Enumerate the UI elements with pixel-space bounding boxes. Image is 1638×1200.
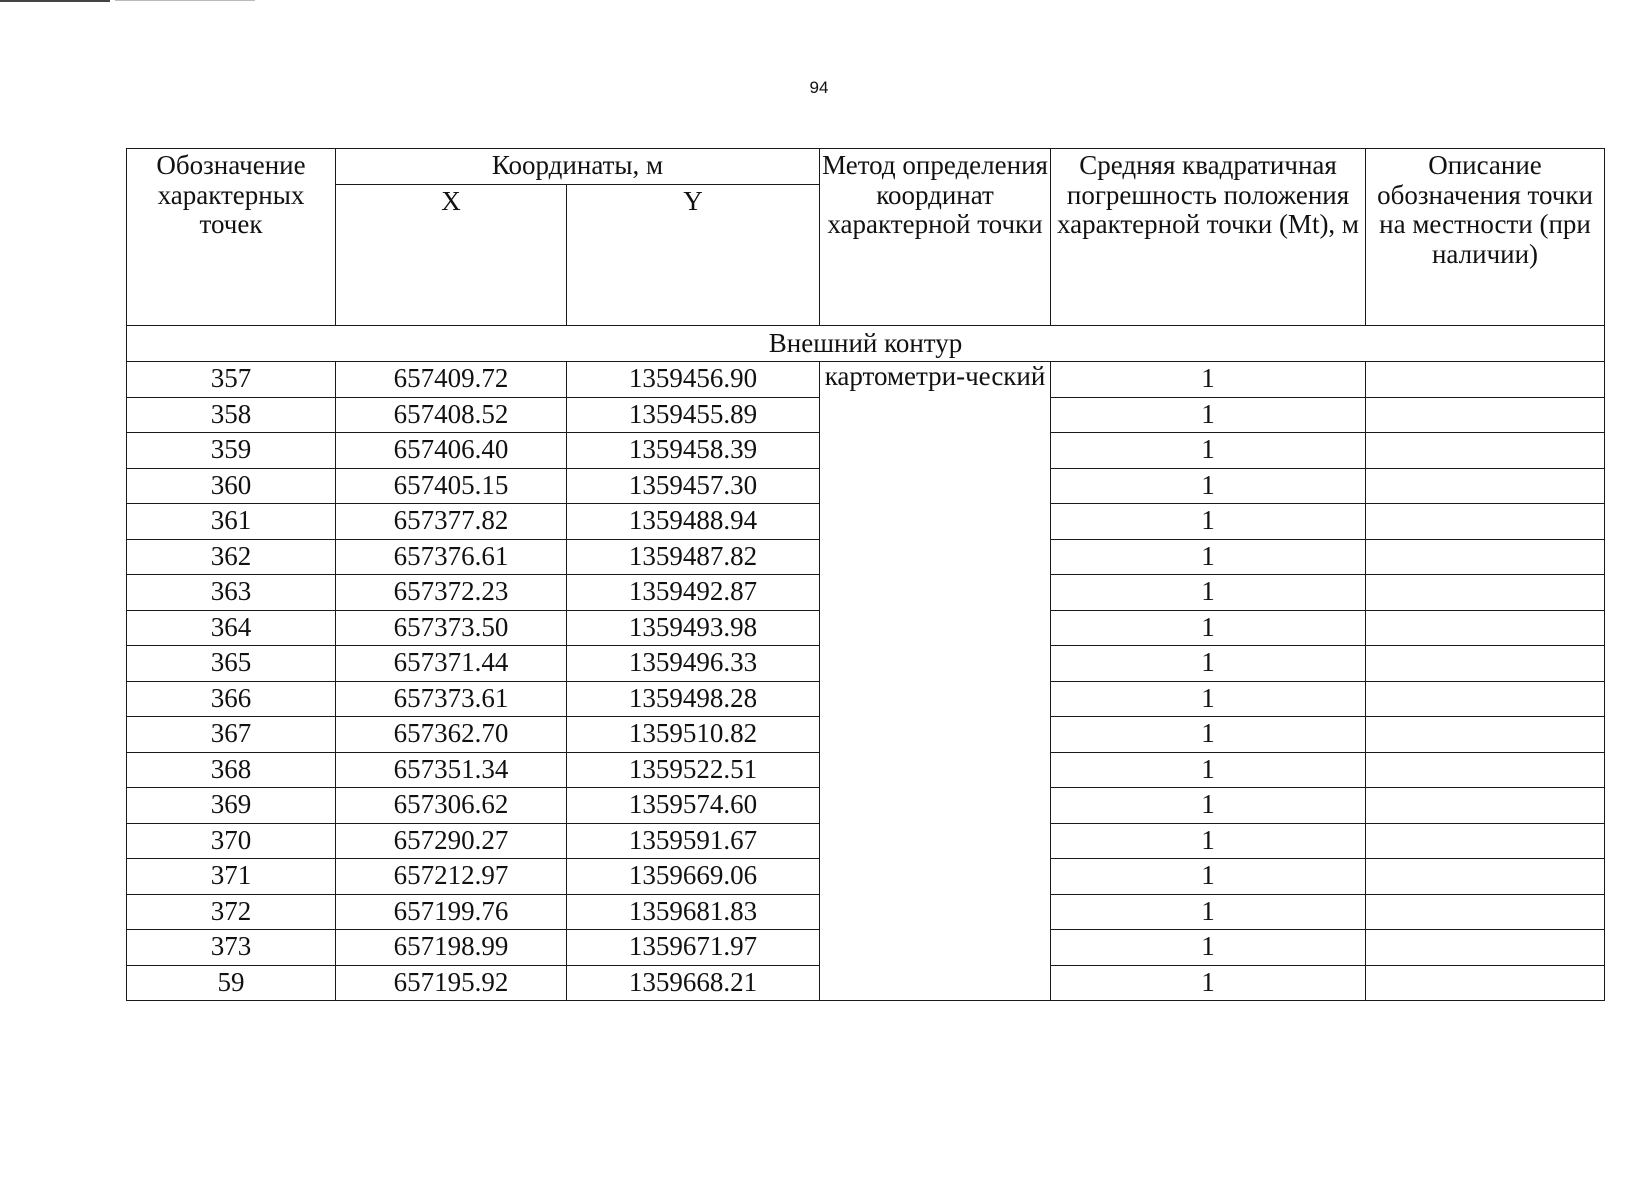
cell-x: 657372.23 — [336, 575, 567, 611]
cell-description — [1366, 930, 1605, 966]
cell-error: 1 — [1051, 681, 1366, 717]
cell-point: 357 — [127, 362, 336, 398]
cell-y: 1359510.82 — [567, 717, 820, 753]
cell-point: 370 — [127, 823, 336, 859]
scan-artifact — [0, 0, 110, 2]
cell-point: 364 — [127, 610, 336, 646]
cell-description — [1366, 965, 1605, 1001]
cell-description — [1366, 575, 1605, 611]
cell-point: 59 — [127, 965, 336, 1001]
header-method: Метод определения координат характерной точки — [820, 149, 1051, 326]
cell-error: 1 — [1051, 646, 1366, 682]
coordinates-table — [126, 148, 1605, 1001]
cell-error: 1 — [1051, 539, 1366, 575]
cell-error: 1 — [1051, 468, 1366, 504]
cell-error: 1 — [1051, 504, 1366, 540]
cell-y: 1359574.60 — [567, 788, 820, 824]
cell-x: 657376.61 — [336, 539, 567, 575]
cell-x: 657409.72 — [336, 362, 567, 398]
cell-y: 1359522.51 — [567, 752, 820, 788]
cell-point: 371 — [127, 859, 336, 895]
cell-description — [1366, 752, 1605, 788]
cell-point: 363 — [127, 575, 336, 611]
cell-description — [1366, 894, 1605, 930]
cell-x: 657306.62 — [336, 788, 567, 824]
cell-description — [1366, 788, 1605, 824]
cell-description — [1366, 433, 1605, 469]
cell-y: 1359457.30 — [567, 468, 820, 504]
cell-x: 657373.61 — [336, 681, 567, 717]
cell-y: 1359496.33 — [567, 646, 820, 682]
cell-point: 358 — [127, 397, 336, 433]
cell-error: 1 — [1051, 965, 1366, 1001]
cell-x: 657405.15 — [336, 468, 567, 504]
cell-error: 1 — [1051, 610, 1366, 646]
table-header-row — [127, 149, 1605, 185]
cell-x: 657377.82 — [336, 504, 567, 540]
cell-y: 1359668.21 — [567, 965, 820, 1001]
cell-description — [1366, 397, 1605, 433]
cell-x: 657198.99 — [336, 930, 567, 966]
cell-error: 1 — [1051, 752, 1366, 788]
cell-point: 366 — [127, 681, 336, 717]
cell-point: 373 — [127, 930, 336, 966]
cell-y: 1359498.28 — [567, 681, 820, 717]
cell-y: 1359591.67 — [567, 823, 820, 859]
cell-error: 1 — [1051, 397, 1366, 433]
cell-x: 657371.44 — [336, 646, 567, 682]
cell-error: 1 — [1051, 930, 1366, 966]
cell-x: 657406.40 — [336, 433, 567, 469]
cell-description — [1366, 610, 1605, 646]
table-row — [127, 362, 1605, 398]
cell-description — [1366, 468, 1605, 504]
cell-x: 657212.97 — [336, 859, 567, 895]
cell-error: 1 — [1051, 859, 1366, 895]
cell-description — [1366, 362, 1605, 398]
cell-y: 1359671.97 — [567, 930, 820, 966]
cell-y: 1359492.87 — [567, 575, 820, 611]
cell-error: 1 — [1051, 823, 1366, 859]
cell-error: 1 — [1051, 433, 1366, 469]
cell-description — [1366, 717, 1605, 753]
cell-y: 1359456.90 — [567, 362, 820, 398]
page-number: 94 — [809, 78, 829, 97]
cell-point: 372 — [127, 894, 336, 930]
cell-point: 367 — [127, 717, 336, 753]
cell-x: 657195.92 — [336, 965, 567, 1001]
cell-description — [1366, 823, 1605, 859]
section-title: Внешний контур — [127, 326, 1605, 362]
cell-y: 1359455.89 — [567, 397, 820, 433]
cell-point: 365 — [127, 646, 336, 682]
cell-point: 361 — [127, 504, 336, 540]
cell-x: 657408.52 — [336, 397, 567, 433]
cell-point: 362 — [127, 539, 336, 575]
cell-error: 1 — [1051, 717, 1366, 753]
cell-y: 1359487.82 — [567, 539, 820, 575]
cell-error: 1 — [1051, 788, 1366, 824]
cell-y: 1359681.83 — [567, 894, 820, 930]
cell-description — [1366, 539, 1605, 575]
cell-point: 359 — [127, 433, 336, 469]
cell-point: 368 — [127, 752, 336, 788]
header-point-designation: Обозначение характерных точек — [127, 149, 336, 326]
cell-x: 657351.34 — [336, 752, 567, 788]
cell-x: 657199.76 — [336, 894, 567, 930]
cell-y: 1359493.98 — [567, 610, 820, 646]
cell-x: 657290.27 — [336, 823, 567, 859]
cell-x: 657362.70 — [336, 717, 567, 753]
cell-point: 369 — [127, 788, 336, 824]
cell-description — [1366, 681, 1605, 717]
scan-artifact — [115, 0, 255, 1]
cell-error: 1 — [1051, 894, 1366, 930]
header-error: Средняя квадратичная погрешность положения характерной точки (Mt), м — [1051, 149, 1366, 326]
header-coordinates: Координаты, м — [336, 149, 820, 185]
header-description: Описание обозначения точки на местности (при наличии) — [1366, 149, 1605, 326]
cell-description — [1366, 646, 1605, 682]
header-y: Y — [567, 185, 820, 326]
cell-y: 1359669.06 — [567, 859, 820, 895]
cell-y: 1359458.39 — [567, 433, 820, 469]
cell-description — [1366, 859, 1605, 895]
cell-y: 1359488.94 — [567, 504, 820, 540]
header-x: X — [336, 185, 567, 326]
section-row — [127, 326, 1605, 362]
cell-x: 657373.50 — [336, 610, 567, 646]
cell-description — [1366, 504, 1605, 540]
cell-error: 1 — [1051, 575, 1366, 611]
cell-error: 1 — [1051, 362, 1366, 398]
cell-method: картометри-ческий — [820, 362, 1051, 1001]
cell-point: 360 — [127, 468, 336, 504]
